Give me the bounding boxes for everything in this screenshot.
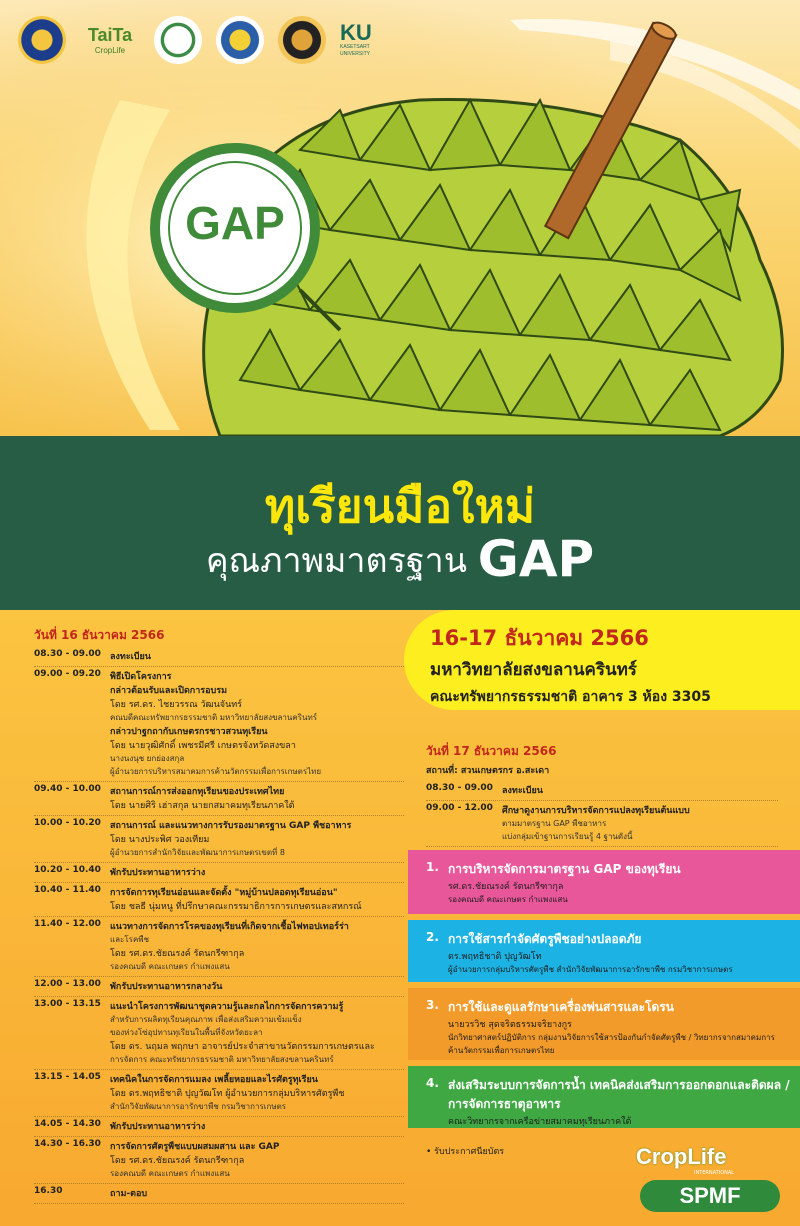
event-dates: 16-17 ธันวาคม 2566 [430,626,649,650]
schedule-content [110,979,404,993]
schedule-content [110,669,404,778]
schedule-row [34,647,404,667]
schedule-time: 10.20 - 10.40 [34,865,101,875]
schedule-content [110,999,404,1066]
schedule-row [34,1184,404,1204]
schedule-line: คณบดีคณะทรัพยากรธรรมชาติ มหาวิทยาลัยสงขลานครินทร์ [110,713,318,722]
schedule-time: 13.15 - 14.05 [34,1072,101,1082]
schedule-line: นางนงนุช ยกย่องสกุล [110,754,185,763]
schedule-time: 13.00 - 13.15 [34,999,101,1009]
station-number: 3. [426,998,439,1012]
schedule-row [34,667,404,782]
station-speaker: คณะวิทยากรจากเครือข่ายสมาคมทุเรียนภาคใต้ [448,1117,632,1127]
croplife-wordmark: CropLife [636,1144,727,1169]
schedule-time: 11.40 - 12.00 [34,919,101,929]
schedule-line: สถานการณ์ และแนวทางการรับรองมาตรฐาน GAP พืชอาหาร [110,821,352,831]
station-speaker: นายวรวิช สุดจริตธรรมจริยางกูร [448,1020,572,1030]
schedule-line: ศึกษาดูงานการบริหารจัดการแปลงทุเรียนต้นแบบ [502,806,690,816]
schedule-line: การจัดการศัตรูพืชแบบผสมผสาน และ GAP [110,1142,280,1152]
schedule-time: 09.00 - 09.20 [34,669,101,679]
station-number: 2. [426,930,439,944]
schedule-line: โดย รศ.ดร.ชัยณรงค์ รัตนกรีฑากุล [110,949,245,959]
main-title: ทุเรียนมือใหม่ [264,479,536,533]
day2-schedule [426,742,778,847]
station-affiliation: นักวิทยาศาสตร์ปฏิบัติการ กลุ่มงานวิจัยการใช้สารป้องกันกำจัดศัตรูพืช / วิทยากรจากสมาคมการค้านวัตกรรมเพื่อการเกษตรไทย [448,1033,775,1055]
station-number: 1. [426,860,439,874]
schedule-line: เทคนิคในการจัดการแมลง เพลี้ยหอยและไรศัตรูทุเรียน [110,1075,318,1085]
station-card [408,850,800,914]
schedule-line: ลงทะเบียน [502,786,543,796]
schedule-row [34,1137,404,1184]
schedule-line: พิธีเปิดโครงการ [110,672,172,682]
schedule-row [34,1070,404,1117]
schedule-time: 09.40 - 10.00 [34,784,101,794]
schedule-row [34,997,404,1070]
day2-rows [426,781,778,847]
sub-title-gap: GAP [477,530,595,588]
schedule-line: สำนักวิจัยพัฒนาการอารักขาพืช กรมวิชาการเกษตร [110,1102,287,1111]
taita-logo: TaiTa CropLife [87,25,133,55]
station-speaker: รศ.ดร.ชัยณรงค์ รัตนกรีฑากุล [448,882,564,892]
croplife-spmf-logo [636,1140,786,1216]
schedule-content [110,1119,404,1133]
agriculture-dept-logo [216,16,264,64]
day2-location: สถานที่: สวนเกษตรกร อ.สะเดา [426,766,550,776]
sub-title [0,530,800,588]
spmf-badge: SPMF [640,1180,780,1212]
schedule-line: ผู้อำนวยการบริหารสมาคมการค้านวัตกรรมเพื่อการเกษตรไทย [110,767,322,776]
schedule-row [34,782,404,816]
schedule-row [34,816,404,863]
sub-title-text: คุณภาพมาตรฐาน [205,541,467,581]
schedule-content [110,865,404,879]
schedule-line: และโรคพืช [110,935,150,944]
station-title: การบริหารจัดการมาตรฐาน GAP ของทุเรียน [448,862,681,876]
schedule-content [502,783,778,797]
station-card [408,1066,800,1128]
schedule-row [34,883,404,917]
schedule-line: พักรับประทานอาหารกลางวัน [110,982,223,992]
schedule-line: รองคณบดี คณะเกษตร กำแพงแสน [110,962,230,971]
schedule-line: แบ่งกลุ่มเข้าฐานการเรียนรู้ 4 ฐานดังนี้ [502,832,633,841]
schedule-content [110,818,404,859]
schedule-line: โดย นางประพิศ วองเทียม [110,835,210,845]
schedule-row [34,1117,404,1137]
schedule-line: รองคณบดี คณะเกษตร กำแพงแสน [110,1169,230,1178]
university-seal-logo [18,16,66,64]
schedule-time: 10.00 - 10.20 [34,818,101,828]
schedule-row [34,863,404,883]
schedule-line: แนะนำโครงการพัฒนาชุดความรู้และกลไกการจัดการความรู้ [110,1002,344,1012]
schedule-row [426,781,778,801]
event-university: มหาวิทยาลัยสงขลานครินทร์ [430,660,637,680]
schedule-time: 16.30 [34,1186,63,1196]
schedule-line: โดย นายวุฒิศักดิ์ เพชรมีศรี เกษตรจังหวัดสงขลา [110,741,296,751]
event-room: คณะทรัพยากรธรรมชาติ อาคาร 3 ห้อง 3305 [430,689,711,705]
schedule-content [110,1139,404,1180]
day1-schedule [34,626,404,1204]
schedule-row [426,801,778,847]
schedule-line: สำหรับการผลิตทุเรียนคุณภาพ เพื่อส่งเสริมความเข้มแข็ง [110,1015,302,1024]
schedule-content [110,885,404,913]
station-number: 4. [426,1076,439,1090]
schedule-content [502,803,778,843]
schedule-line: กล่าวต้อนรับและเปิดการอบรม [110,686,228,696]
schedule-time: 09.00 - 12.00 [426,803,493,813]
schedule-content [110,919,404,973]
schedule-content [110,649,404,663]
day2-heading: วันที่ 17 ธันวาคม 2566 [426,744,557,758]
schedule-content [110,1186,404,1200]
schedule-line: โดย นายศิริ เฮ่าสกุล นายกสมาคมทุเรียนภาคใต้ [110,801,295,811]
schedule-time: 08.30 - 09.00 [426,783,493,793]
schedule-line: โดย ดร.พฤทธิชาติ ปุญวัฒโท ผู้อำนวยการกลุ่มบริหารศัตรูพืช [110,1089,345,1099]
station-title: ส่งเสริมระบบการจัดการน้ำ เทคนิคส่งเสริมการออกดอกและติดผล / การจัดการธาตุอาหาร [448,1078,790,1111]
schedule-line: พักรับประทานอาหารว่าง [110,868,206,878]
schedule-line: โดย รศ.ดร. ไชยวรรณ วัฒนจันทร์ [110,700,242,710]
schedule-content [110,784,404,812]
schedule-time: 08.30 - 09.00 [34,649,101,659]
schedule-time: 10.40 - 11.40 [34,885,101,895]
schedule-line: โดย ชลธี นุ่มหนู ที่ปรึกษาคณะกรรมาธิการการเกษตรและสหกรณ์ [110,902,362,912]
station-title: การใช้สารกำจัดศัตรูพืชอย่างปลอดภัย [448,932,642,946]
schedule-line: ลงทะเบียน [110,652,151,662]
station-affiliation: รองคณบดี คณะเกษตร กำแพงแสน [448,895,568,904]
schedule-line: ตามมาตรฐาน GAP พืชอาหาร [502,819,607,828]
schedule-line: โดย ดร. นฤมล พฤกษา อาจารย์ประจำสาขานวัตกรรมการเกษตรและ [110,1042,375,1052]
schedule-row [34,977,404,997]
schedule-content [110,1072,404,1113]
schedule-line: การจัดการทุเรียนอ่อนและจัดตั้ง "หมู่บ้านปลอดทุเรียนอ่อน" [110,888,338,898]
schedule-time: 12.00 - 13.00 [34,979,101,989]
event-info-box [404,610,800,710]
psu-seal-logo [278,16,326,64]
schedule-time: 14.30 - 16.30 [34,1139,101,1149]
schedule-line: ของห่วงโซ่อุปทานทุเรียนในพื้นที่จังหวัดยะลา [110,1028,263,1037]
partner-logos [18,12,380,68]
schedule-line: ถาม-ตอบ [110,1189,148,1199]
schedule-line: การจัดการ คณะทรัพยากรธรรมชาติ มหาวิทยาลัยสงขลานครินทร์ [110,1055,334,1064]
schedule-line: แนวทางการจัดการโรคของทุเรียนที่เกิดจากเชื้อไฟทอปเทอร์ร่า [110,922,349,932]
croplife-intl: INTERNATIONAL [694,1170,735,1176]
station-title: การใช้และดูแลรักษาเครื่องพ่นสารและโดรน [448,1000,674,1014]
station-card [408,920,800,982]
certificate-note: • รับประกาศนียบัตร [426,1147,505,1157]
station-affiliation: ผู้อำนวยการกลุ่มบริหารศัตรูพืช สำนักวิจัยพัฒนาการอารักขาพืช กรมวิชาการเกษตร [448,965,733,974]
schedule-row [34,917,404,977]
schedule-line: สถานการณ์การส่งออกทุเรียนของประเทศไทย [110,787,285,797]
schedule-line: กล่าวปาฐกถากับเกษตรกรชาวสวนทุเรียน [110,727,268,737]
schedule-line: ผู้อำนวยการสำนักวิจัยและพัฒนาการเกษตรเขตที่ 8 [110,848,285,857]
department-seal-logo [154,16,202,64]
schedule-line: พักรับประทานอาหารว่าง [110,1122,206,1132]
station-card [408,988,800,1060]
hero-illustration [0,0,800,436]
station-speaker: ดร.พฤทธิชาติ ปุญวัฒโท [448,952,542,962]
day1-rows [34,647,404,1204]
schedule-line: โดย รศ.ดร.ชัยณรงค์ รัตนกรีฑากุล [110,1156,245,1166]
schedule-time: 14.05 - 14.30 [34,1119,101,1129]
kasetsart-logo: KU KASETSART UNIVERSITY [340,20,372,57]
gap-badge-text: GAP [185,197,285,249]
day1-heading: วันที่ 16 ธันวาคม 2566 [34,628,165,642]
